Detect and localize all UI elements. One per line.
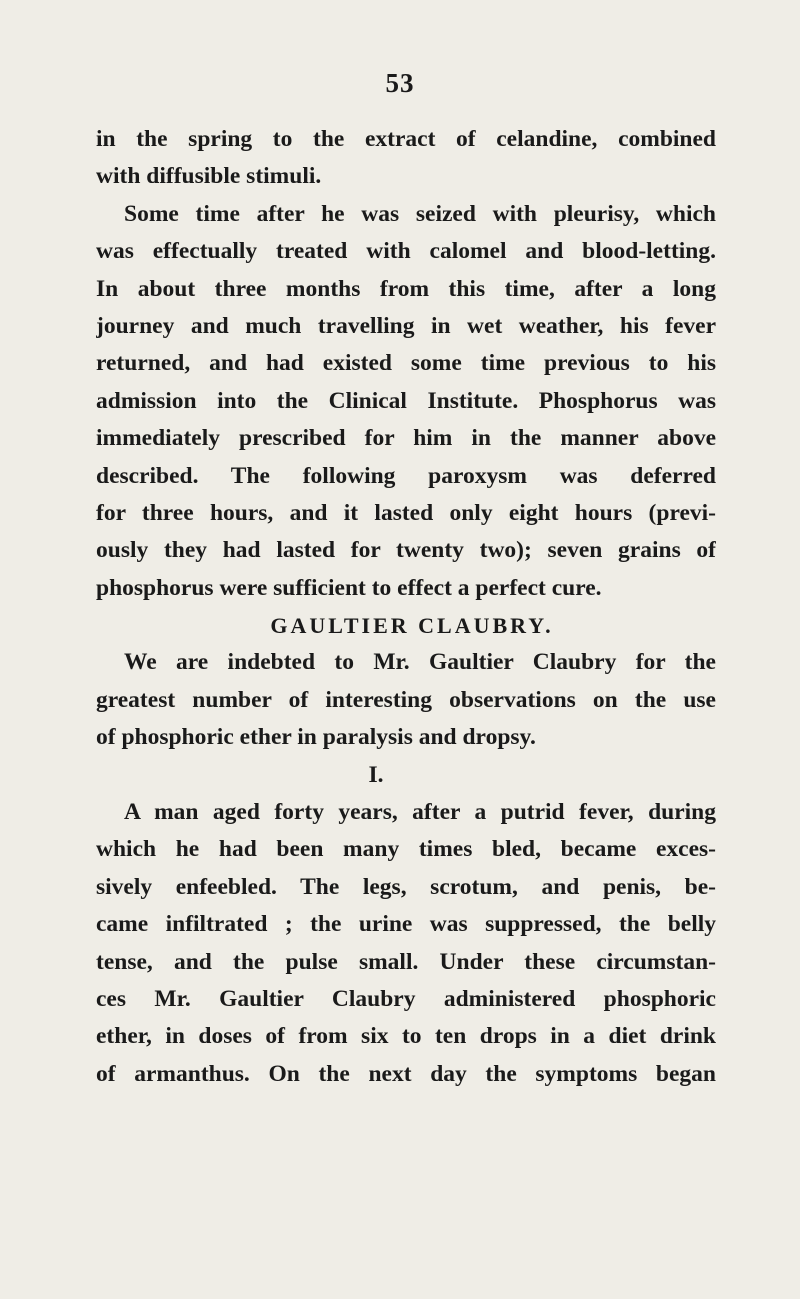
text-line: of phosphoric ether in paralysis and dropsy. [96, 724, 536, 751]
text-line: described. The following paroxysm was deferred [96, 462, 716, 489]
text-line: in the spring to the extract of celandine, combined [96, 126, 716, 152]
text-line: returned, and had existed some time previous to his [96, 350, 716, 377]
text-line: ously they had lasted for twenty two); seven grains of [96, 537, 716, 564]
text-line: sively enfeebled. The legs, scrotum, and penis, be- [96, 873, 716, 900]
text-line: admission into the Clinical Institute. Phosphorus was [96, 387, 716, 414]
text-line: was effectually treated with calomel and blood-letting. [96, 238, 716, 265]
text-line: journey and much travelling in wet weather, his fever [96, 312, 716, 339]
text-line: ces Mr. Gaultier Claubry administered phosphoric [96, 985, 716, 1012]
text-line: of armanthus. On the next day the symptoms began [96, 1060, 716, 1087]
text-line: ether, in doses of from six to ten drops in a diet drink [96, 1023, 716, 1050]
text-line: with diffusible stimuli. [96, 163, 322, 190]
text-line: A man aged forty years, after a putrid fever, during [124, 799, 716, 826]
body-text [96, 121, 716, 1093]
case-numeral: I. [368, 761, 384, 788]
text-line: which he had been many times bled, became exces- [96, 836, 716, 863]
text-line: We are indebted to Mr. Gaultier Claubry for the [124, 649, 716, 676]
text-line: Some time after he was seized with pleurisy, which [124, 200, 716, 227]
page-number: 53 [385, 68, 415, 98]
text-line: came infiltrated ; the urine was suppressed, the belly [96, 911, 716, 938]
text-line: for three hours, and it lasted only eight hours (previ- [96, 499, 716, 526]
text-line: immediately prescribed for him in the manner above [96, 425, 716, 452]
section-heading: GAULTIER CLAUBRY. [270, 613, 554, 639]
text-line: tense, and the pulse small. Under these circumstan- [96, 948, 716, 975]
text-line: phosphorus were sufficient to effect a perfect cure. [96, 574, 602, 601]
text-line: greatest number of interesting observations on the use [96, 686, 716, 713]
text-line: In about three months from this time, after a long [96, 275, 716, 302]
